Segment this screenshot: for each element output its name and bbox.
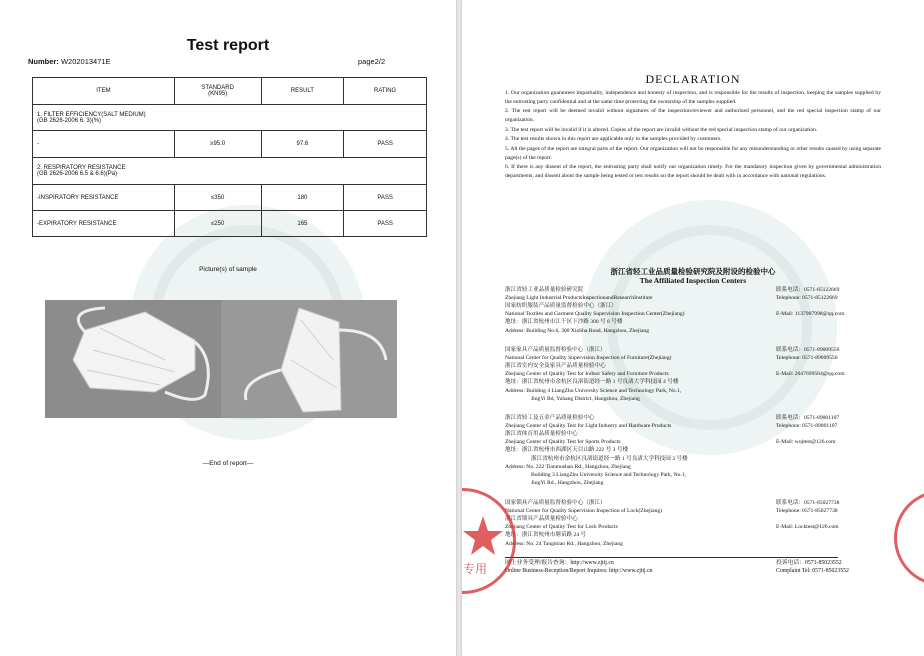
center-phone: Telephone: 0571-89001107 bbox=[776, 423, 838, 429]
results-table bbox=[32, 77, 427, 237]
declaration-text bbox=[505, 89, 881, 182]
declaration-item: 4. The test results shown in this report are applicable only to the samples provided by customers. bbox=[505, 136, 722, 143]
table-row bbox=[33, 131, 427, 158]
picture-caption: Picture(s) of sample bbox=[199, 266, 257, 273]
center-line: 浙江省轻工业品质量检验研究院 bbox=[505, 287, 584, 293]
table-row bbox=[33, 211, 427, 237]
center-line: JingYi Rd, Yuhang District, Hangzhou, Zhejiang bbox=[531, 395, 640, 402]
center-line: JingYi Rd., Hangzhou, Zhejiang bbox=[531, 479, 604, 486]
mask-side-image bbox=[221, 300, 397, 418]
center-phone-cn: 联系电话：0571-85122669 bbox=[776, 287, 840, 293]
row-result: 180 bbox=[261, 185, 344, 211]
center-block-3 bbox=[505, 414, 890, 487]
report-number-value: W202013471E bbox=[60, 57, 111, 66]
row-result: 97.6 bbox=[261, 131, 344, 158]
center-line: Zhejiang Center of Quality Test for Indoor Safety and Furniture Products bbox=[505, 371, 669, 378]
center-email: E-Mail: wujtest@126.com bbox=[776, 439, 836, 445]
row-rating: PASS bbox=[344, 131, 427, 158]
table-header-row bbox=[33, 78, 427, 105]
footer-online: Online Business-Reception/Report Inquires: http://www.zjttj.cn bbox=[505, 568, 653, 575]
center-phone: Telephone: 0571-89009556 bbox=[776, 355, 838, 361]
red-inspection-stamp-right bbox=[894, 490, 924, 586]
page-number: page2/2 bbox=[358, 57, 386, 66]
center-line: 浙江省体育用品质量检验中心 bbox=[505, 431, 578, 438]
centers-title-en: The Affiliated Inspection Centers bbox=[639, 276, 747, 285]
row-standard: ≤350 bbox=[174, 185, 261, 211]
row-item: - bbox=[33, 131, 175, 158]
center-line: Zhejiang Light Industrial ProductsInspectionandResearchInstitute bbox=[505, 295, 653, 302]
center-line: 地址：浙江省杭州市江干区下沙路 300 号 6 号楼 bbox=[505, 319, 623, 326]
row-rating: PASS bbox=[344, 211, 427, 237]
center-line: 国家纺织服装产品质量监督检验中心（浙江） bbox=[505, 303, 617, 310]
center-block-4 bbox=[505, 499, 890, 548]
center-line: 浙江省轻工及五金产品质量检验中心 bbox=[505, 415, 595, 421]
center-line: National Center for Quality Supervision Inspection of Lock(Zhejiang) bbox=[505, 508, 663, 515]
footer-complaint-cn: 投诉电话：0571-85023552 bbox=[776, 560, 842, 566]
center-phone-cn: 联系电话：0571-85027738 bbox=[776, 500, 840, 506]
center-line: National Center for Quality Supervision Inspection of Furniture(Zhejiang) bbox=[505, 355, 672, 362]
section-heading: 2. RESPIRATORY RESISTANCE (GB 2626-2006 6.5 & 6.6)(Pa) bbox=[33, 158, 427, 185]
center-phone-cn: 联系电话：0571-89009556 bbox=[776, 347, 840, 353]
center-line: 地址：浙江省杭州市塘苗路 24 号 bbox=[505, 532, 587, 539]
center-line: 浙江省室内安全及家具产品质量检验中心 bbox=[505, 363, 606, 370]
row-item: -INSPIRATORY RESISTANCE bbox=[33, 185, 175, 211]
row-standard: ≤250 bbox=[174, 211, 261, 237]
mask-front-image bbox=[45, 300, 221, 418]
center-line: Zhejiang Center of Quality Test for Lock Products bbox=[505, 524, 618, 531]
footer-complaint: Complaint Tel: 0571-85023552 bbox=[776, 568, 849, 574]
center-phone: Telephone: 0571-85027738 bbox=[776, 508, 838, 514]
footer-online-cn: 网上业务受理/报告查询：http://www.zjttj.cn bbox=[505, 560, 614, 566]
center-line: 浙江省杭州市余杭区良渚街道经一路 1 号良渚大学科技园 3 号楼 bbox=[531, 455, 688, 462]
declaration-page bbox=[462, 0, 924, 656]
center-line: Zhejiang Center of Quality Test for Sports Products bbox=[505, 439, 621, 446]
row-result: 165 bbox=[261, 211, 344, 237]
center-email: E-Mail: Locktest@126.com bbox=[776, 524, 839, 530]
header-standard: STANDARD (KN95) bbox=[174, 78, 261, 105]
test-report-page bbox=[0, 0, 456, 656]
center-line: 浙江省锁具产品质量检验中心 bbox=[505, 516, 578, 523]
center-email: E-Mail: 1137907998@qq.com bbox=[776, 311, 845, 317]
table-row bbox=[33, 185, 427, 211]
stamp-text: 专用 bbox=[463, 562, 488, 576]
center-line: Address: Building No.6, 300 XiaSha Road, Hangzhou, Zhejiang bbox=[505, 327, 650, 334]
row-item: -EXPIRATORY RESISTANCE bbox=[33, 211, 175, 237]
declaration-item: 3. The test report will be invalid if it is altered. Copies of the report are invalid without the red special inspection stamp of our organization. bbox=[505, 126, 818, 133]
center-line: 地址：浙江省杭州市西湖区天目山路 222 号 3 号楼 bbox=[505, 447, 629, 454]
section-heading-row bbox=[33, 105, 427, 131]
footer-divider bbox=[505, 557, 838, 558]
declaration-item: 1. Our organization guarantees impartiality, independence and honesty of inspection, and is responsible for the results of inspection, keeping the samples supplied by the entrusting party confidential and at the same time protecting the ownership of the samples supplied. bbox=[505, 90, 881, 105]
center-line: Zhejiang Center of Quality Test for Light Industry and Hardware Products bbox=[505, 423, 672, 430]
report-number bbox=[28, 57, 111, 66]
center-phone-cn: 联系电话：0571-89001107 bbox=[776, 415, 840, 421]
report-number-label: Number: bbox=[28, 57, 59, 66]
stamp-star-icon bbox=[462, 491, 513, 591]
declaration-title: DECLARATION bbox=[645, 72, 741, 86]
center-block-2 bbox=[505, 346, 890, 403]
declaration-item: 2. The test report will be deemed invalid without signatures of the inspection/reviewer and authorized personnel, and the red special inspection stamp of our organization. bbox=[505, 108, 881, 123]
end-of-report: —End of report— bbox=[202, 460, 254, 467]
section-heading-row bbox=[33, 158, 427, 185]
center-phone: Telephone: 0571-85122669 bbox=[776, 295, 838, 301]
sample-photo-front bbox=[45, 300, 221, 418]
sample-photo-side bbox=[221, 300, 397, 418]
report-title: Test report bbox=[186, 37, 270, 54]
center-line: National Textiles and Garment Quality Supervision Inspection Center(Zhejiang) bbox=[505, 311, 685, 318]
row-rating: PASS bbox=[344, 185, 427, 211]
center-line: Address: No. 222 Tianmushan Rd., Hangzhou, Zhejiang bbox=[505, 463, 631, 470]
declaration-item: 6. If there is any dissent of the report, the entrusting party shall notify our organization timely. For the mandatory inspection given by governmental administration departments, and dissent about the sample being tested or test results on the report should be dealt with in accordance with national regulations. bbox=[505, 164, 881, 179]
center-line: 地址：浙江省杭州市余杭区良渚街道经一路 1 号良渚大学科技园 4 号楼 bbox=[505, 379, 679, 386]
header-rating: RATING bbox=[344, 78, 427, 105]
center-line: Building 3 LiangZhu University Science and Technology Park, No.1, bbox=[531, 471, 687, 478]
center-email: E-Mail: 2047699564@qq.com bbox=[776, 371, 845, 377]
center-block-1 bbox=[505, 286, 890, 335]
center-line: 国家家具产品质量监督检验中心（浙江） bbox=[505, 347, 606, 353]
section-heading: 1. FILTER EFFICIENCY(SALT MEDIUM) (GB 2626-2006 6. 3)(%) bbox=[33, 105, 427, 131]
center-line: Address: Building 4 LiangZhu University Science and Technology Park, No.1, bbox=[505, 387, 682, 394]
center-line: Address: No. 24 Tangmiao Rd., Hangzhou, Zhejiang bbox=[505, 540, 623, 547]
declaration-item: 5. All the pages of the report are integral parts of the report. Our organization will not be responsible for any misunderstanding or other results caused by using separate page(s) of the report. bbox=[505, 145, 881, 161]
footer bbox=[505, 559, 890, 576]
red-inspection-stamp-left bbox=[462, 488, 516, 594]
centers-title-cn: 浙江省轻工业品质量检验研究院及附设的检验中心 bbox=[610, 267, 776, 276]
header-result: RESULT bbox=[261, 78, 344, 105]
header-item: ITEM bbox=[33, 78, 175, 105]
row-standard: ≥95.0 bbox=[174, 131, 261, 158]
center-line: 国家锁具产品质量监督检验中心（浙江） bbox=[505, 500, 606, 506]
